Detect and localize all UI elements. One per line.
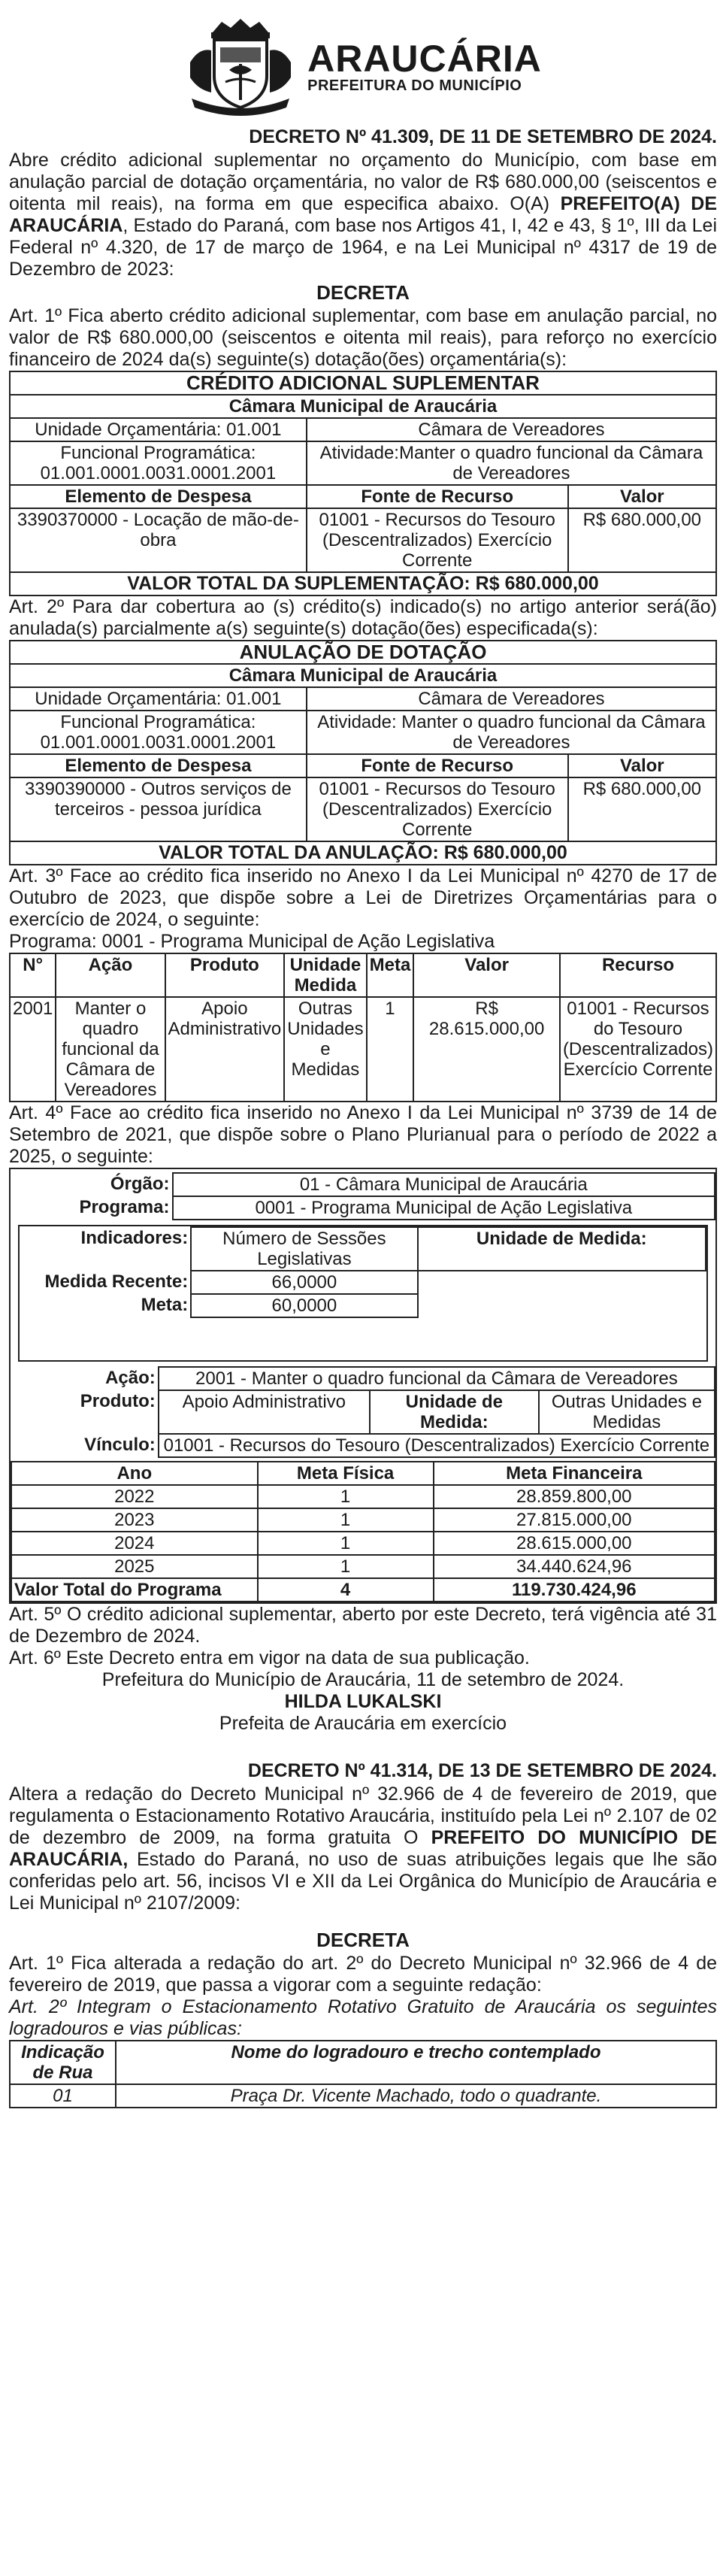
decree1-place-date: Prefeitura do Município de Araucária, 11 de setembro de 2024. — [101, 1669, 625, 1690]
supl-title: CRÉDITO ADICIONAL SUPLEMENTAR — [10, 371, 716, 395]
decree2-art1: Art. 1º Fica alterada a redação do art. 2º do Decreto Municipal nº 32.966 de 4 de fevereiro de 2019, que passa a vigorar com a seguinte redação: — [9, 1953, 717, 1996]
ppa-year-meta: 1 — [258, 1532, 434, 1555]
streets-h-ind: Indicação de Rua — [10, 2041, 116, 2084]
ppa-year-meta: 1 — [258, 1508, 434, 1532]
anul-org: Câmara Municipal de Araucária — [10, 664, 716, 687]
ppa-total-meta: 4 — [258, 1578, 434, 1602]
ppa-unidade2: Outras Unidades e Medidas — [539, 1390, 715, 1434]
ppa-total-label: Valor Total do Programa — [11, 1578, 258, 1602]
ldo-h-unidade: Unidade Medida — [284, 953, 366, 997]
supl-total: VALOR TOTAL DA SUPLEMENTAÇÃO: R$ 680.000,00 — [10, 572, 716, 596]
brand-subtitle: PREFEITURA DO MUNICÍPIO — [307, 77, 522, 94]
header — [9, 14, 717, 120]
ppa-h-fin: Meta Financeira — [434, 1462, 715, 1485]
ldo-h-recurso: Recurso — [560, 953, 716, 997]
ppa-vinculo-label: Vínculo: — [84, 1435, 156, 1455]
supl-unit-label: Unidade Orçamentária: 01.001 — [10, 418, 307, 441]
ppa-orgao: 01 - Câmara Municipal de Araucária — [173, 1173, 715, 1196]
ppa-years-table — [11, 1461, 715, 1602]
ppa-year-fin: 27.815.000,00 — [434, 1508, 715, 1532]
street-nome: Praça Dr. Vicente Machado, todo o quadrante. — [116, 2084, 716, 2108]
decree2-preamble-text1: Altera a redação do Decreto Municipal nº 32.966 de 4 de fevereiro de 2019, que regulamenta o Estacionamento Rotativo Araucária, instituído pela Lei nº 2.107 de 02 de dezembro de 2009, na forma gratuita O — [9, 1784, 717, 1848]
ppa-year-fin: 28.859.800,00 — [434, 1485, 715, 1508]
ldo-h-n: N° — [10, 953, 56, 997]
decree2-preamble-authority: PREFEITO DO MUNICÍPIO DE ARAUCÁRIA, — [9, 1827, 717, 1870]
ppa-indicadores-label: Indicadores: — [80, 1228, 189, 1248]
supl-activity: Atividade:Manter o quadro funcional da Câmara de Vereadores — [307, 441, 716, 485]
ppa-indicators — [20, 1226, 706, 1318]
decree1-art1: Art. 1º Fica aberto crédito adicional suplementar, com base em anulação parcial, no valor de R$ 680.000,00 (seiscentos e oitenta mil reais), para reforço no exercício financeiro de 2024 da(s) seguinte(s) dotação(ões) orçamentária(s): — [9, 305, 717, 370]
anul-unit-label: Unidade Orçamentária: 01.001 — [10, 687, 307, 711]
anul-unit-value: Câmara de Vereadores — [307, 687, 716, 711]
ldo-unidade: Outras Unidades e Medidas — [284, 997, 366, 1102]
table-row — [11, 1555, 715, 1578]
coat-of-arms-icon — [184, 17, 297, 117]
ppa-year-meta: 1 — [258, 1485, 434, 1508]
ppa-programa: 0001 - Programa Municipal de Ação Legislativa — [173, 1196, 715, 1220]
decree1-preamble-text2: , Estado do Paraná, com base nos Artigos 41, I, 42 e 43, § 1º, III da Lei Federal nº 4.320, de 17 de março de 1964, e na Lei Municipal nº 4317 de 19 de Dezembro de 2023: — [9, 215, 717, 280]
supl-unit-value: Câmara de Vereadores — [307, 418, 716, 441]
anul-elem: 3390390000 - Outros serviços de terceiros - pessoa jurídica — [10, 777, 307, 841]
decree1-signer-role: Prefeita de Araucária em exercício — [219, 1713, 507, 1734]
ppa-year: 2024 — [11, 1532, 258, 1555]
anul-total: VALOR TOTAL DA ANULAÇÃO: R$ 680.000,00 — [10, 841, 716, 865]
decree1-art5: Art. 5º O crédito adicional suplementar, aberto por este Decreto, terá vigência até 31 de Dezembro de 2024. — [9, 1604, 717, 1647]
ppa-year-meta: 1 — [258, 1555, 434, 1578]
street-ind: 01 — [10, 2084, 116, 2108]
supl-h-elem: Elemento de Despesa — [10, 485, 307, 508]
anul-title: ANULAÇÃO DE DOTAÇÃO — [10, 641, 716, 664]
anul-h-fonte: Fonte de Recurso — [307, 754, 568, 777]
decree2-preamble — [9, 1784, 717, 1914]
ppa-year-fin: 34.440.624,96 — [434, 1555, 715, 1578]
anul-h-valor: Valor — [568, 754, 716, 777]
ldo-recurso: 01001 - Recursos do Tesouro (Descentralizados) Exercício Corrente — [560, 997, 716, 1102]
ppa-meta-label: Meta: — [141, 1295, 189, 1315]
decree1-signer: HILDA LUKALSKI — [284, 1691, 442, 1712]
ppa-orgao-label: Órgão: — [110, 1174, 170, 1194]
decree1-preamble — [9, 150, 717, 280]
decree1-art2: Art. 2º Para dar cobertura ao (s) crédito(s) indicado(s) no artigo anterior será(ão) anulada(s) parcialmente a(s) seguinte(s) dotação(ões) especificada(s): — [9, 596, 717, 639]
ppa-action — [11, 1366, 715, 1458]
ppa-year: 2023 — [11, 1508, 258, 1532]
ppa-h-ano: Ano — [11, 1462, 258, 1485]
anul-table — [9, 640, 717, 865]
anul-func — [10, 711, 307, 754]
brand-name: ARAUCÁRIA — [307, 38, 542, 80]
table-row — [11, 1508, 715, 1532]
decree2-art2: Art. 2º Integram o Estacionamento Rotativo Gratuito de Araucária os seguintes logradouros e vias públicas: — [9, 1996, 717, 2039]
decree1-decreta: DECRETA — [316, 281, 410, 304]
anul-activity: Atividade: Manter o quadro funcional da Câmara de Vereadores — [307, 711, 716, 754]
ppa-box — [9, 1168, 717, 1604]
anul-fonte: 01001 - Recursos do Tesouro (Descentralizados) Exercício Corrente — [307, 777, 568, 841]
supl-func-code: 01.001.0001.0031.0001.2001 — [40, 463, 277, 483]
decree1-preamble-text1: Abre crédito adicional suplementar no orçamento do Município, com base em anulação parcial de dotação orçamentária, no valor de R$ 680.000,00 (seiscentos e oitenta mil reais), na forma em que especifica abaixo. O(A) — [9, 150, 717, 214]
ppa-meta: 60,0000 — [191, 1294, 417, 1317]
decree1-program-line: Programa: 0001 - Programa Municipal de Ação Legislativa — [9, 931, 495, 952]
supl-table — [9, 371, 717, 596]
ldo-h-meta: Meta — [367, 953, 414, 997]
decree1-art4: Art. 4º Face ao crédito fica inserido no Anexo I da Lei Municipal nº 3739 de 14 de Setembro de 2021, que dispõe sobre o Plano Plurianual para o período de 2022 a 2025, o seguinte: — [9, 1102, 717, 1167]
decree2-title: DECRETO Nº 41.314, DE 13 DE SETEMBRO DE 2024. — [247, 1760, 717, 1781]
ldo-n: 2001 — [10, 997, 56, 1102]
decree1-art6: Art. 6º Este Decreto entra em vigor na data de sua publicação. — [9, 1647, 530, 1668]
brand — [307, 40, 542, 94]
table-row — [11, 1485, 715, 1508]
supl-func — [10, 441, 307, 485]
decree1-preamble-authority: PREFEITO(A) DE ARAUCÁRIA — [9, 193, 717, 236]
ppa-acao-label: Ação: — [105, 1368, 156, 1388]
decree2-preamble-text2: Estado do Paraná, no uso de suas atribuições legais que lhe são conferidas pelo art. 56, incisos VI e XII da Lei Orgânica do Município de Araucária e Lei Municipal nº 2107/2009: — [9, 1849, 717, 1914]
ppa-total-fin: 119.730.424,96 — [434, 1578, 715, 1602]
ldo-h-acao: Ação — [56, 953, 165, 997]
supl-org: Câmara Municipal de Araucária — [10, 395, 716, 418]
ppa-head — [11, 1172, 715, 1220]
ppa-year: 2025 — [11, 1555, 258, 1578]
ppa-produto-label: Produto: — [80, 1391, 156, 1411]
ppa-vinculo: 01001 - Recursos do Tesouro (Descentralizados) Exercício Corrente — [159, 1434, 715, 1457]
ldo-valor: R$ 28.615.000,00 — [413, 997, 560, 1102]
ppa-indicators-box — [18, 1225, 708, 1362]
streets-h-nome: Nome do logradouro e trecho contemplado — [116, 2041, 716, 2084]
ppa-indicadores: Número de Sessões Legislativas — [191, 1227, 417, 1271]
ppa-year: 2022 — [11, 1485, 258, 1508]
supl-fonte: 01001 - Recursos do Tesouro (Descentralizados) Exercício Corrente — [307, 508, 568, 572]
anul-valor: R$ 680.000,00 — [568, 777, 716, 841]
supl-h-fonte: Fonte de Recurso — [307, 485, 568, 508]
anul-h-elem: Elemento de Despesa — [10, 754, 307, 777]
ldo-produto: Apoio Administrativo — [165, 997, 285, 1102]
ppa-programa-label: Programa: — [79, 1197, 170, 1217]
ldo-h-produto: Produto — [165, 953, 285, 997]
decree1-title: DECRETO Nº 41.309, DE 11 DE SETEMBRO DE 2024. — [249, 126, 717, 147]
supl-valor: R$ 680.000,00 — [568, 508, 716, 572]
ppa-unidade2-label: Unidade de Medida: — [370, 1390, 539, 1434]
table-row — [11, 1532, 715, 1555]
ppa-year-fin: 28.615.000,00 — [434, 1532, 715, 1555]
ppa-unidade-label: Unidade de Medida: — [418, 1227, 706, 1271]
ldo-table — [9, 953, 717, 1102]
ppa-medida-label: Medida Recente: — [44, 1271, 189, 1292]
streets-table — [9, 2040, 717, 2108]
anul-func-code: 01.001.0001.0031.0001.2001 — [40, 732, 277, 753]
ppa-medida: 66,0000 — [191, 1271, 417, 1294]
ldo-h-valor: Valor — [413, 953, 560, 997]
decree2-decreta: DECRETA — [316, 1929, 410, 1951]
ldo-acao: Manter o quadro funcional da Câmara de Vereadores — [56, 997, 165, 1102]
ppa-acao: 2001 - Manter o quadro funcional da Câmara de Vereadores — [159, 1367, 715, 1390]
supl-h-valor: Valor — [568, 485, 716, 508]
anul-func-label: Funcional Programática: — [60, 712, 256, 732]
ppa-produto: Apoio Administrativo — [159, 1390, 370, 1434]
supl-elem: 3390370000 - Locação de mão-de-obra — [10, 508, 307, 572]
decree1-art3: Art. 3º Face ao crédito fica inserido no Anexo I da Lei Municipal nº 4270 de 17 de Outubro de 2023, que dispõe sobre a Lei de Diretrizes Orçamentárias para o exercício de 2024, o seguinte: — [9, 865, 717, 930]
table-row — [10, 2084, 716, 2108]
supl-func-label: Funcional Programática: — [60, 443, 256, 463]
ppa-h-meta: Meta Física — [258, 1462, 434, 1485]
ldo-meta: 1 — [367, 997, 414, 1102]
